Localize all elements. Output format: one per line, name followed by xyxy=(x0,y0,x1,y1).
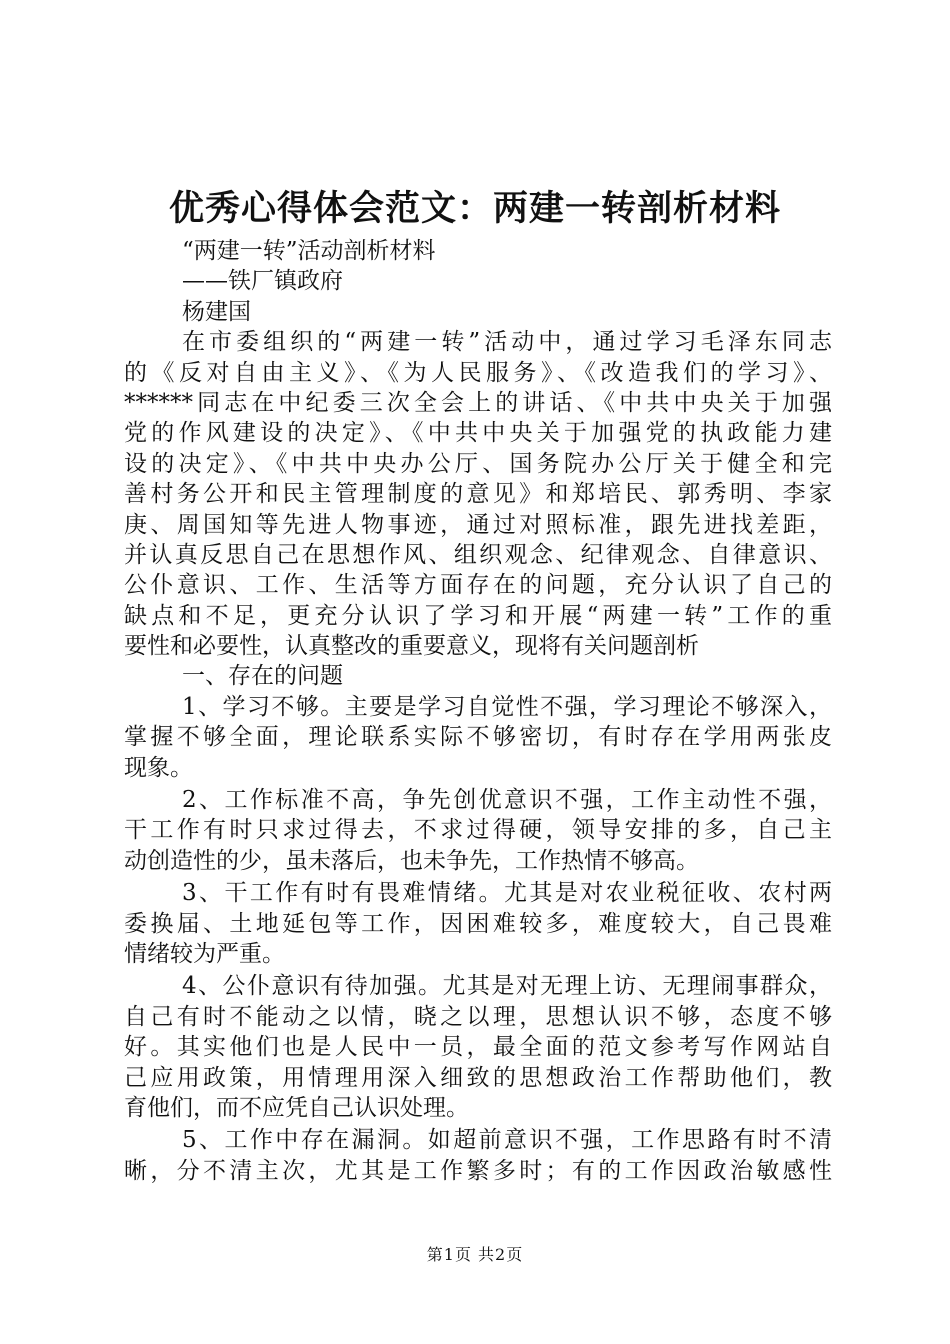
paragraph-line: 4、公仆意识有待加强。尤其是对无理上访、无理闹事群众， xyxy=(182,973,832,1000)
paragraph-line: 设的决定》、《中共中央办公厅、国务院办公厅关于健全和完 xyxy=(124,450,832,477)
paragraph-line: 公仆意识、工作、生活等方面存在的问题，充分认识了自己的 xyxy=(124,572,832,599)
paragraph-line: 动创造性的少，虽未落后，也未争先，工作热情不够高。 xyxy=(124,847,699,874)
subtitle-line: “两建一转”活动剖析材料 xyxy=(182,238,436,264)
paragraph-line: 缺点和不足，更充分认识了学习和开展“两建一转”工作的重 xyxy=(124,602,832,629)
item-3 xyxy=(124,878,832,969)
paragraph-line: 1、学习不够。主要是学习自觉性不强，学习理论不够深入， xyxy=(182,693,832,720)
paragraph-line: 2、工作标准不高，争先创优意识不强，工作主动性不强， xyxy=(182,787,832,814)
paragraph-line: 在市委组织的“两建一转”活动中，通过学习毛泽东同志 xyxy=(182,329,832,356)
paragraph-line: 自己有时不能动之以情，晓之以理，思想认识不够，态度不够 xyxy=(124,1003,832,1030)
paragraph-line: 现象。 xyxy=(124,754,193,781)
item-2 xyxy=(124,785,832,876)
paragraph-line: 育他们，而不应凭自己认识处理。 xyxy=(124,1094,469,1121)
paragraph-line: 己应用政策，用情理用深入细致的思想政治工作帮助他们，教 xyxy=(124,1064,832,1091)
paragraph-line: 掌握不够全面，理论联系实际不够密切，有时存在学用两张皮 xyxy=(124,724,832,751)
item-1 xyxy=(124,692,832,783)
item-4 xyxy=(124,971,832,1123)
intro-paragraph xyxy=(124,327,832,661)
paragraph-line: 庚、周国知等先进人物事迹，通过对照标准，跟先进找差距， xyxy=(124,511,832,538)
item-5 xyxy=(124,1125,832,1186)
paragraph-line: 晰，分不清主次，尤其是工作繁多时；有的工作因政治敏感性 xyxy=(124,1157,832,1184)
paragraph-line: 的《反对自由主义》、《为人民服务》、《改造我们的学习》、 xyxy=(124,359,832,386)
paragraph-line: 要性和必要性，认真整改的重要意义，现将有关问题剖析 xyxy=(124,633,699,660)
section-heading: 一、存在的问题 xyxy=(182,663,343,690)
paragraph-line: 善村务公开和民主管理制度的意见》和郑培民、郭秀明、李家 xyxy=(124,481,832,508)
paragraph-line: 党的作风建设的决定》、《中共中央关于加强党的执政能力建 xyxy=(124,420,832,447)
document-title: 优秀心得体会范文：两建一转剖析材料 xyxy=(168,188,781,229)
paragraph-line: 委换届、土地延包等工作，因困难较多，难度较大，自己畏难 xyxy=(124,910,832,937)
paragraph-line: ******同志在中纪委三次全会上的讲话、《中共中央关于加强 xyxy=(124,389,832,416)
paragraph-line: 情绪较为严重。 xyxy=(124,940,285,967)
paragraph-line: 5、工作中存在漏洞。如超前意识不强，工作思路有时不清 xyxy=(182,1127,832,1154)
author-name: 杨建国 xyxy=(182,298,251,325)
paragraph-line: 干工作有时只求过得去，不求过得硬，领导安排的多，自己主 xyxy=(124,817,832,844)
paragraph-line: 好。其实他们也是人民中一员，最全面的范文参考写作网站自 xyxy=(124,1034,832,1061)
paragraph-line: 并认真反思自己在思想作风、组织观念、纪律观念、自律意识、 xyxy=(124,541,832,568)
author-organization: ——铁厂镇政府 xyxy=(182,268,343,295)
document-body xyxy=(124,236,832,1186)
page-footer: 第1页 共2页 xyxy=(426,1245,524,1264)
paragraph-line: 3、干工作有时有畏难情绪。尤其是对农业税征收、农村两 xyxy=(182,880,832,907)
